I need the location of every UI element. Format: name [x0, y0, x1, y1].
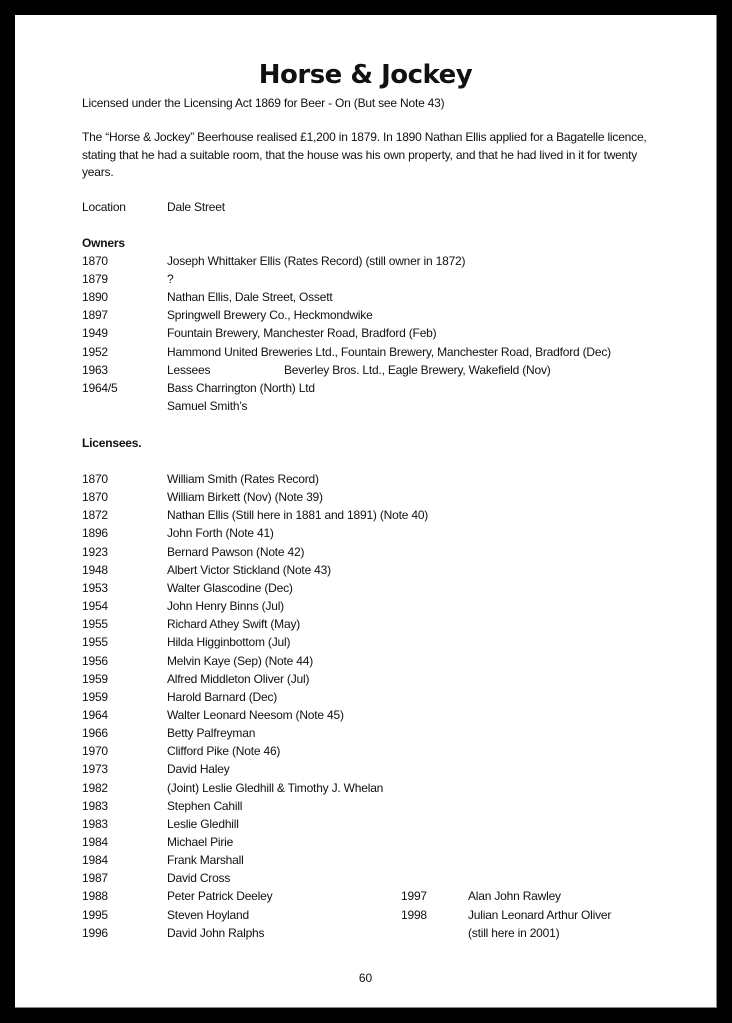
year-cell: 1959 — [82, 689, 108, 704]
intro-paragraph: The “Horse & Jockey” Beerhouse realised £1,200 in 1879. In 1890 Nathan Ellis applied for a Bagatelle licence, stating that he had a suitable room, that the house was his own property, and that he had lived in it for twenty years. — [82, 130, 647, 179]
name-cell: David Cross — [167, 871, 231, 886]
year-cell: 1870 — [82, 254, 108, 268]
year-cell: 1966 — [82, 726, 108, 741]
name-cell: Alan John Rawley — [468, 889, 561, 904]
name-cell: (still here in 2001) — [468, 925, 560, 940]
year-cell: 1984 — [82, 853, 108, 868]
year-cell: 1987 — [82, 871, 108, 886]
name-cell: Nathan Ellis (Still here in 1881 and 1891) (Note 40) — [167, 508, 429, 523]
document-page — [15, 15, 717, 1008]
year-cell: 1896 — [82, 526, 108, 541]
name-cell: Hilda Higginbottom (Jul) — [167, 635, 291, 650]
name-cell: Springwell Brewery Co., Heckmondwike — [167, 308, 373, 323]
year-cell: 1870 — [82, 472, 108, 486]
name-cell: David Haley — [167, 762, 230, 777]
year-cell: 1983 — [82, 798, 108, 813]
name-cell: Fountain Brewery, Manchester Road, Bradford (Feb) — [167, 326, 437, 341]
year-cell: 1998 — [401, 907, 427, 922]
year-cell: 1870 — [82, 490, 108, 505]
name-cell: Lessees — [167, 362, 211, 377]
name-cell: Alfred Middleton Oliver (Jul) — [167, 671, 310, 686]
year-cell: 1996 — [82, 925, 108, 940]
year-cell: 1952 — [82, 344, 108, 359]
name-cell: (Joint) Leslie Gledhill & Timothy J. Whelan — [167, 780, 384, 795]
name-cell: Walter Leonard Neesom (Note 45) — [167, 707, 344, 722]
year-cell: 1963 — [82, 362, 108, 377]
location-label: Location — [82, 200, 126, 214]
year-cell: 1890 — [82, 290, 108, 305]
licence-statement: Licensed under the Licensing Act 1869 for Beer - On (But see Note 43) — [82, 96, 445, 110]
name-cell: Stephen Cahill — [167, 798, 243, 813]
year-cell: 1956 — [82, 653, 108, 668]
year-cell: 1897 — [82, 308, 108, 323]
year-cell: 1953 — [82, 580, 108, 595]
name-cell: Samuel Smith’s — [167, 398, 248, 413]
name-cell: David John Ralphs — [167, 925, 265, 940]
year-cell: 1988 — [82, 889, 108, 904]
name-cell: John Henry Binns (Jul) — [167, 599, 284, 614]
name-cell: Harold Barnard (Dec) — [167, 689, 278, 704]
owners-heading: Owners — [82, 236, 125, 250]
year-cell: 1955 — [82, 617, 108, 632]
name-cell: Frank Marshall — [167, 853, 244, 868]
year-cell: 1954 — [82, 599, 108, 614]
year-cell: 1997 — [401, 889, 427, 904]
name-cell: Betty Palfreyman — [167, 726, 256, 741]
name-cell: Leslie Gledhill — [167, 816, 239, 831]
year-cell: 1959 — [82, 671, 108, 686]
year-cell: 1948 — [82, 562, 108, 577]
year-cell: 1983 — [82, 816, 108, 831]
page-title: Horse & Jockey — [258, 60, 473, 90]
detail-cell: Beverley Bros. Ltd., Eagle Brewery, Wakefield (Nov) — [284, 362, 551, 377]
page-number: 60 — [358, 971, 373, 985]
name-cell: ? — [167, 272, 174, 287]
year-cell: 1995 — [82, 907, 108, 922]
name-cell: Julian Leonard Arthur Oliver — [468, 907, 612, 922]
name-cell: Bernard Pawson (Note 42) — [167, 544, 305, 559]
year-cell: 1964 — [82, 707, 108, 722]
year-cell: 1923 — [82, 544, 108, 559]
year-cell: 1973 — [82, 762, 108, 777]
name-cell: William Birkett (Nov) (Note 39) — [167, 490, 323, 505]
year-cell: 1955 — [82, 635, 108, 650]
year-cell: 1964/5 — [82, 380, 118, 395]
name-cell: Nathan Ellis, Dale Street, Ossett — [167, 290, 333, 305]
name-cell: Peter Patrick Deeley — [167, 889, 273, 904]
year-cell: 1984 — [82, 835, 108, 849]
name-cell: Albert Victor Stickland (Note 43) — [167, 562, 331, 577]
name-cell: Hammond United Breweries Ltd., Fountain Brewery, Manchester Road, Bradford (Dec) — [167, 344, 611, 359]
name-cell: Bass Charrington (North) Ltd — [167, 380, 315, 395]
year-cell: 1970 — [82, 744, 108, 759]
licensees-heading: Licensees. — [82, 436, 142, 450]
name-cell: Richard Athey Swift (May) — [167, 617, 301, 632]
year-cell: 1879 — [82, 272, 108, 287]
name-cell: John Forth (Note 41) — [167, 526, 274, 541]
year-cell: 1872 — [82, 508, 108, 523]
year-cell: 1982 — [82, 780, 108, 795]
name-cell: Steven Hoyland — [167, 907, 249, 922]
name-cell: Clifford Pike (Note 46) — [167, 744, 281, 759]
name-cell: Walter Glascodine (Dec) — [167, 580, 293, 595]
name-cell: Melvin Kaye (Sep) (Note 44) — [167, 653, 313, 668]
name-cell: Joseph Whittaker Ellis (Rates Record) (still owner in 1872) — [167, 254, 466, 268]
name-cell: William Smith (Rates Record) — [167, 472, 319, 486]
year-cell: 1949 — [82, 326, 108, 341]
name-cell: Michael Pirie — [167, 835, 234, 849]
location-value: Dale Street — [167, 200, 225, 214]
